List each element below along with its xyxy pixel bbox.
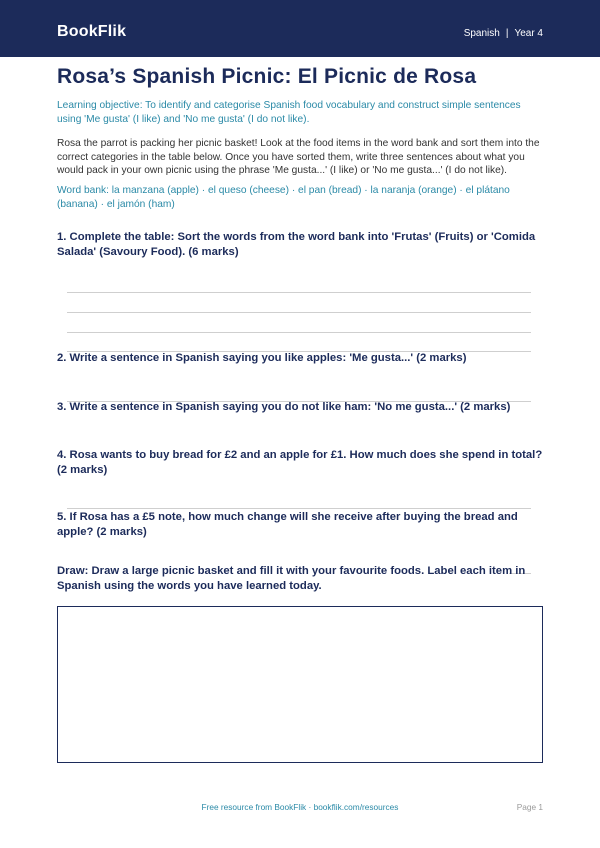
intro-paragraph: Rosa the parrot is packing her picnic basket! Look at the food items in the word bank and sort them into the correct categories in the table below. Once you have sorted them, write three sentences about what you would pack in your own picnic using the phrase 'Me gusta...' (I like) or 'No me gusta...' (I do not like). [57,138,540,176]
answer-line [67,332,531,333]
year-label: Year 4 [514,28,543,39]
question-5: 5. If Rosa has a £5 note, how much change will she receive after buying the bread and apple? (2 marks) [57,511,518,538]
page-number: Page 1 [516,802,543,812]
answer-line [67,508,531,509]
subject-label: Spanish [463,28,500,39]
question-4: 4. Rosa wants to buy bread for £2 and an apple for £1. How much does she spend in total? (2 marks) [57,449,543,476]
question-3: 3. Write a sentence in Spanish saying you do not like ham: 'No me gusta...' (2 marks) [57,401,511,413]
meta-separator: | [505,28,509,39]
draw-task: Draw: Draw a large picnic basket and fill it with your favourite foods. Label each item in Spanish using the words you have learned today. [57,565,526,592]
worksheet-title: Rosa’s Spanish Picnic: El Picnic de Rosa [57,65,477,88]
answer-line [67,292,531,293]
question-1: 1. Complete the table: Sort the words from the word bank into 'Frutas' (Fruits) or 'Comida Salada' (Savoury Food). (6 marks) [57,231,536,258]
drawing-box[interactable] [57,606,543,763]
top-header-bar [0,0,600,57]
footer-resource-link[interactable]: Free resource from BookFlik · bookflik.com/resources [201,802,399,812]
answer-line [67,312,531,313]
subject-year-meta [464,27,543,41]
word-bank: Word bank: la manzana (apple) · el queso (cheese) · el pan (bread) · la naranja (orange) · el plátano (banana) · el jamón (ham) [57,185,510,210]
learning-objective: Learning objective: To identify and categorise Spanish food vocabulary and construct simple sentences using 'Me gusta' (I like) and 'No me gusta' (I do not like). [57,100,521,125]
question-2: 2. Write a sentence in Spanish saying you like apples: 'Me gusta...' (2 marks) [57,352,467,364]
brand-logo-text[interactable]: BookFlik [57,23,127,40]
